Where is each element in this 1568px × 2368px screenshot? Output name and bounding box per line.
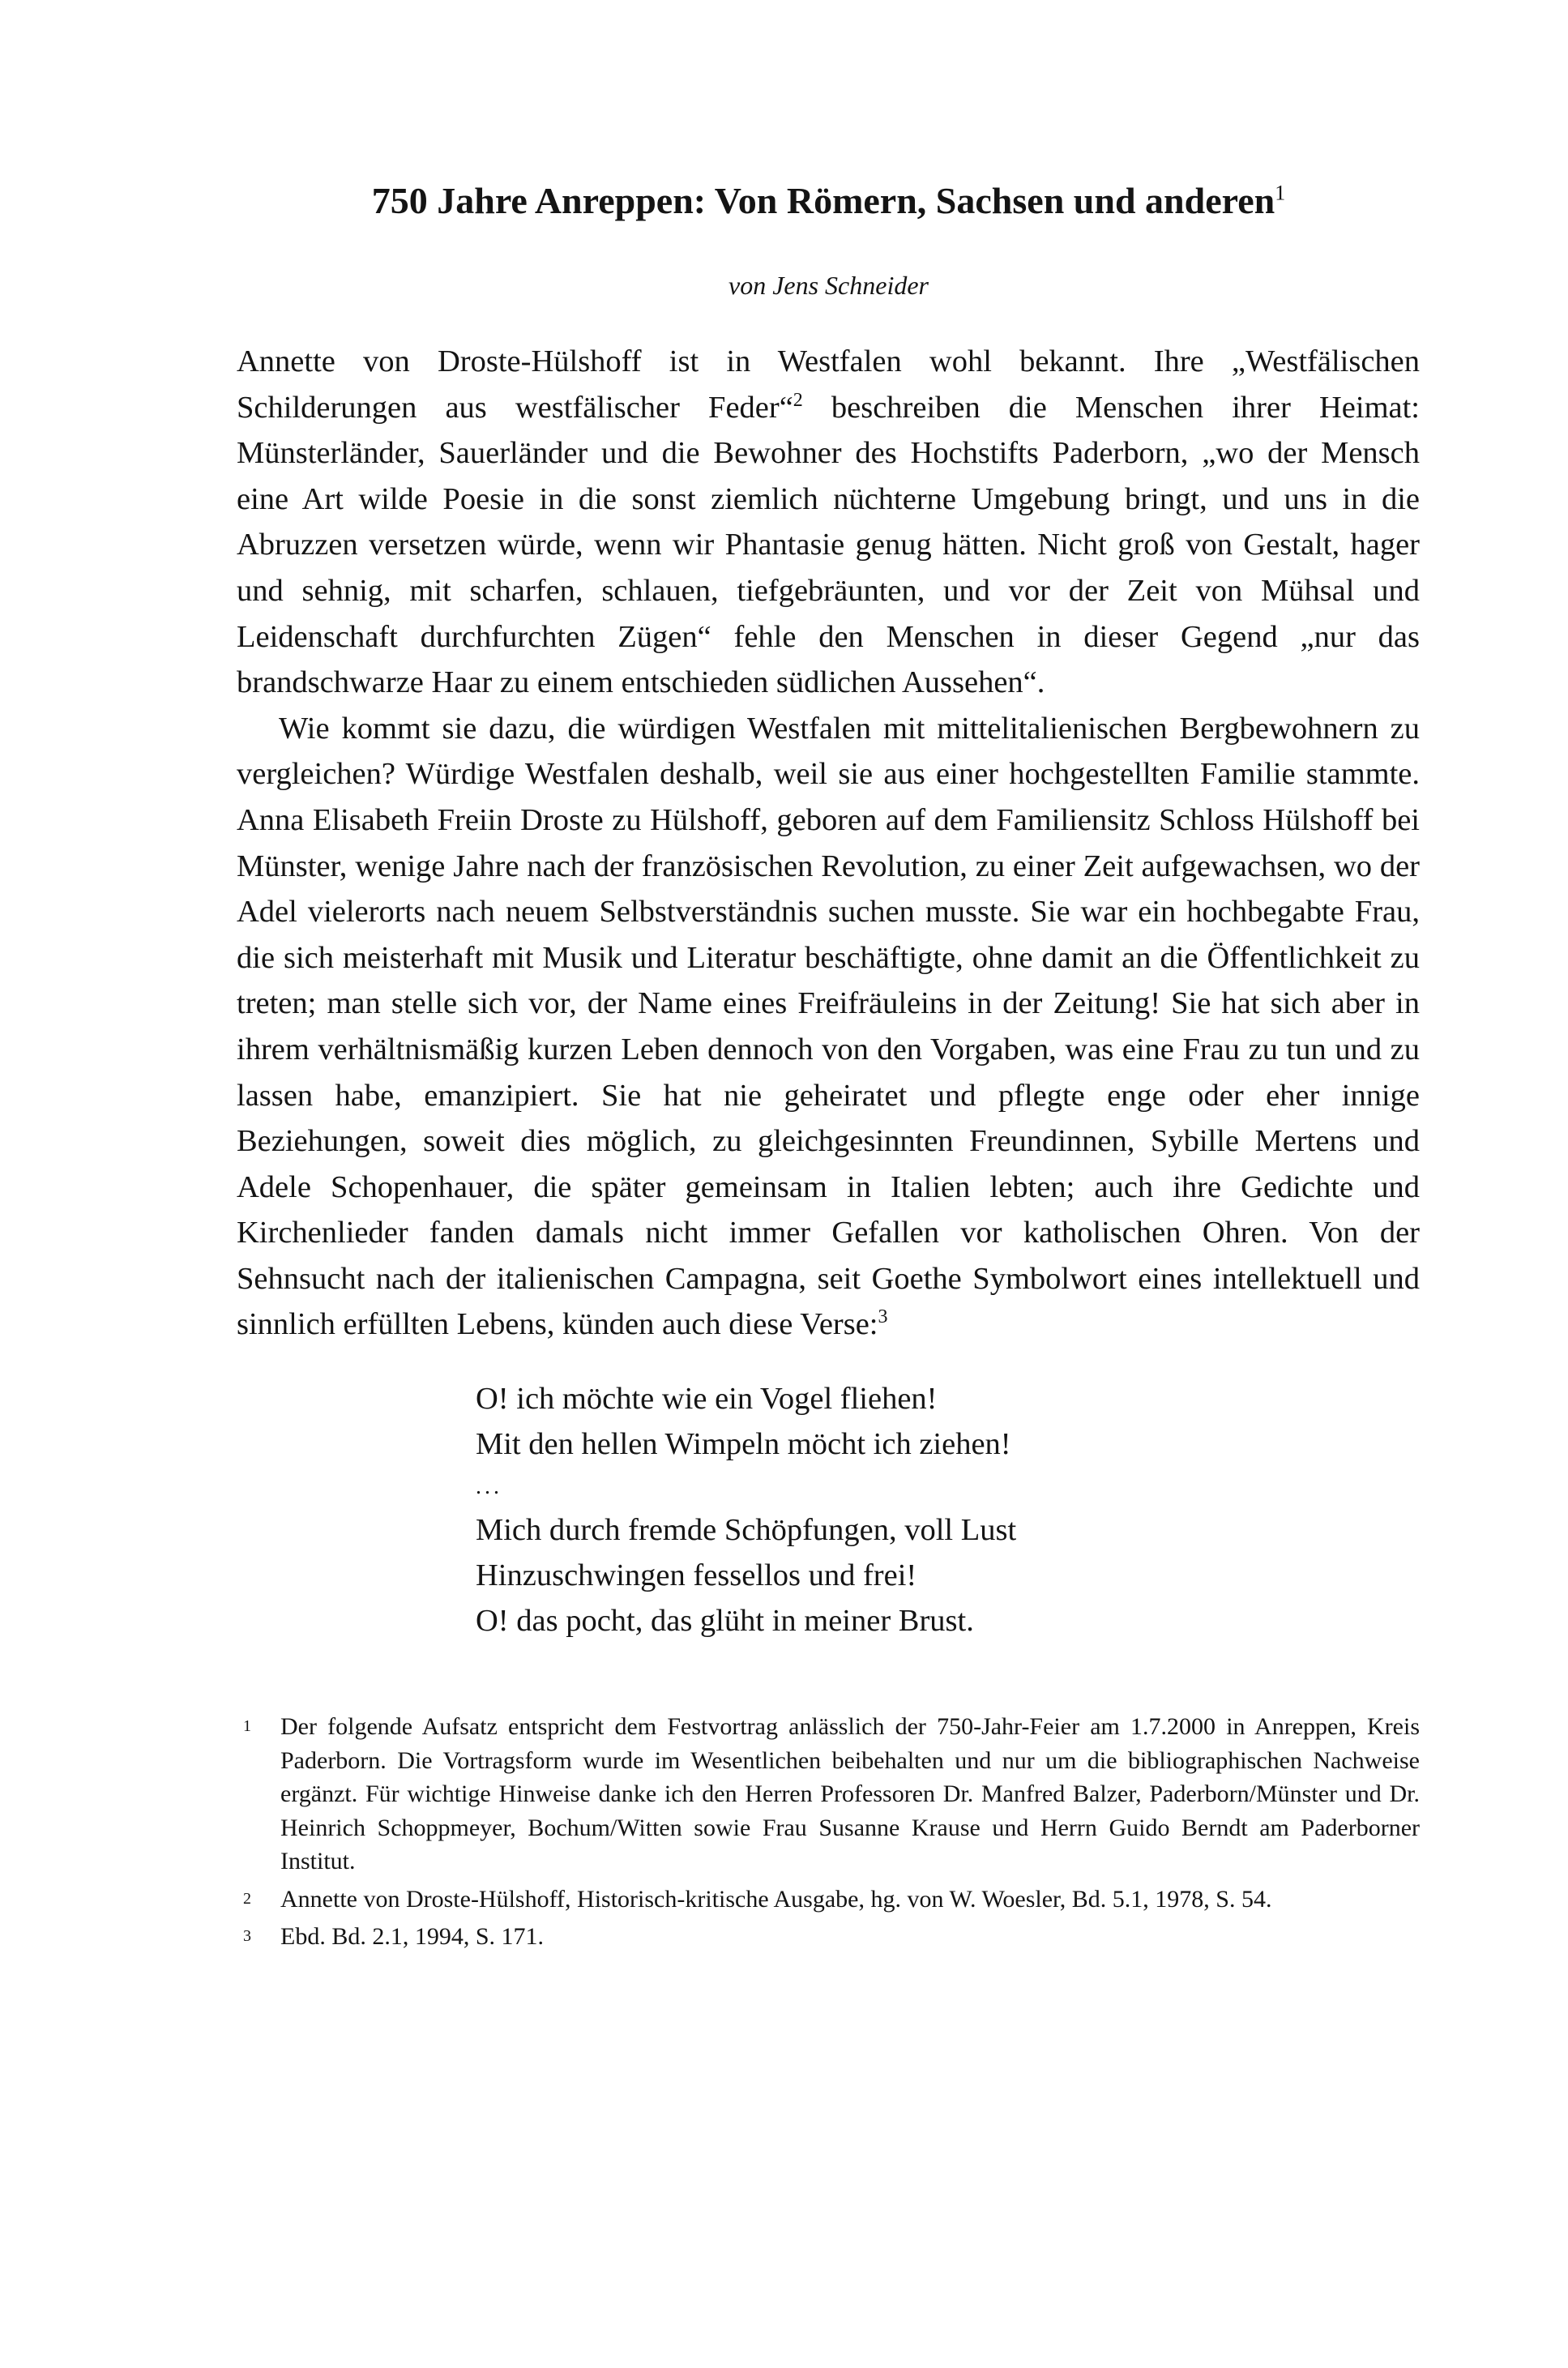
footnote-number: 1 [243, 1717, 251, 1735]
article-title [235, 177, 1422, 225]
title-footnote-marker[interactable]: 1 [1275, 181, 1286, 205]
poem-quote [476, 1376, 1016, 1643]
footnote-marker-3[interactable]: 3 [878, 1306, 888, 1328]
poem-ellipsis: ... [476, 1474, 502, 1499]
paragraph-2-text: Wie kommt sie dazu, die würdigen Westfalen mit mittelitalienischen Bergbewohnern zu vergleichen? Würdige Westfalen deshalb, weil sie aus einer hochgestellten Familie stammte. Anna Elisabeth Freiin Droste zu Hülshoff, geboren auf dem Familiensitz Schloss Hülshoff bei Münster, wenige Jahre nach der französischen Revolution, zu einer Zeit aufgewachsen, wo der Adel vielerorts nach neuem Selbstverständnis suchen musste. Sie war ein hochbegabte Frau, die sich meisterhaft mit Musik und Literatur beschäftigte, ohne damit an die Öffentlichkeit zu treten; man stelle sich vor, der Name eines Freifräuleins in der Zeitung! Sie hat sich aber in ihrem verhältnismäßig kurzen Leben dennoch von den Vorgaben, was eine Frau zu tun und zu lassen habe, emanzipiert. Sie hat nie geheiratet und pflegte enge oder eher innige Beziehungen, soweit dies möglich, zu gleichgesinnten Freundinnen, Sybille Mertens und Adele Schopenhauer, die später gemeinsam in Italien lebten; auch ihre Gedichte und Kirchenlieder fanden damals nicht immer Gefallen vor katholischen Ohren. Von der Sehnsucht nach der italienischen Campagna, seit Goethe Symbolwort eines intellektuell und sinnlich erfüllten Lebens, künden auch diese Verse: [237, 711, 1420, 1342]
footnote-number: 2 [243, 1889, 251, 1908]
footnote-3 [237, 1920, 1420, 1954]
footnote-text: Annette von Droste-Hülshoff, Historisch-kritische Ausgabe, hg. von W. Woesler, Bd. 5.1, 1978, S. 54. [280, 1885, 1272, 1913]
footnote-1 [237, 1710, 1420, 1879]
footnote-text: Ebd. Bd. 2.1, 1994, S. 171. [280, 1923, 545, 1950]
article-author: von Jens Schneider [728, 271, 929, 300]
footnote-marker-2[interactable]: 2 [793, 389, 803, 411]
body-paragraph-1 [237, 339, 1420, 706]
footnote-number: 3 [243, 1927, 251, 1945]
footnotes-section [237, 1710, 1420, 1958]
footnote-2 [237, 1883, 1420, 1917]
poem-line: Mich durch fremde Schöpfungen, voll Lust [476, 1513, 1017, 1547]
paragraph-1-text-b: beschreiben die Menschen ihrer Heimat: Münsterländer, Sauerländer und die Bewohner des Hochstifts Paderborn, „wo der Mensch eine Art wilde Poesie in die sonst ziemlich nüchterne Umgebung bringt, und uns in die Abruzzen versetzen würde, wenn wir Phantasie genug hätten. Nicht groß von Gestalt, hager und sehnig, mit scharfen, schlauen, tiefgebräunten, und vor der Zeit von Mühsal und Leidenschaft durchfurchten Zügen“ fehle den Menschen in dieser Gegend „nur das brandschwarze Haar zu einem entschieden südlichen Aussehen“. [237, 390, 1420, 700]
article-title-text: 750 Jahre Anreppen: Von Römern, Sachsen und anderen [371, 180, 1275, 221]
article-body [237, 339, 1420, 1348]
body-paragraph-2 [237, 706, 1420, 1348]
poem-line: O! ich möchte wie ein Vogel fliehen! [476, 1382, 938, 1416]
poem-line: Hinzuschwingen fessellos und frei! [476, 1558, 917, 1592]
poem-line: Mit den hellen Wimpeln möcht ich ziehen! [476, 1427, 1011, 1461]
poem-line: O! das pocht, das glüht in meiner Brust. [476, 1604, 974, 1638]
paragraph-1-text-a: Annette von Droste-Hülshoff ist in Westfalen wohl bekannt. Ihre „Westfälischen Schilderungen aus westfälischer Feder“ [237, 344, 1420, 425]
footnote-text: Der folgende Aufsatz entspricht dem Festvortrag anlässlich der 750-Jahr-Feier am 1.7.2000 in Anreppen, Kreis Paderborn. Die Vortragsform wurde im Wesentlichen beibehalten und nur um die bibliographischen Nachweise ergänzt. Für wichtige Hinweise danke ich den Herren Professoren Dr. Manfred Balzer, Paderborn/Münster und Dr. Heinrich Schoppmeyer, Bochum/Witten sowie Frau Susanne Krause und Herrn Guido Berndt am Paderborner Institut. [280, 1713, 1420, 1874]
